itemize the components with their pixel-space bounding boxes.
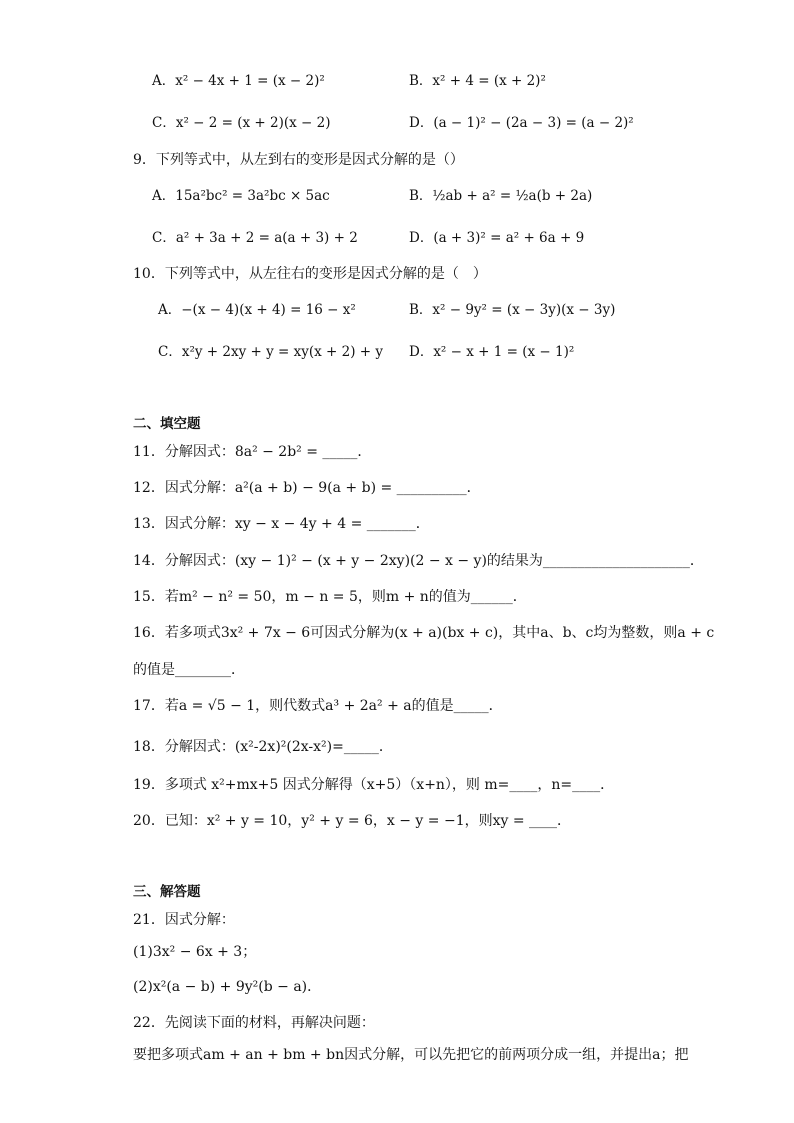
- q10-stem: 10．下列等式中，从左往右的变形是因式分解的是（ ）: [133, 266, 487, 282]
- q10-option-a: A．−(x − 4)(x + 4) = 16 − x²: [158, 302, 356, 318]
- q13: 13．因式分解：xy − x − 4y + 4 = _______．: [133, 516, 430, 532]
- q18: 18．分解因式：(x²-2x)²(2x-x²)=_____．: [133, 739, 393, 755]
- q8-option-a: A．x² − 4x + 1 = (x − 2)²: [152, 73, 325, 89]
- q9-option-c: C．a² + 3a + 2 = a(a + 3) + 2: [152, 230, 358, 246]
- q8-option-b: B．x² + 4 = (x + 2)²: [409, 73, 546, 89]
- q22-text: 要把多项式am + an + bm + bn因式分解，可以先把它的前两项分成一组，并提出a；把: [133, 1047, 689, 1063]
- q8-option-c: C．x² − 2 = (x + 2)(x − 2): [152, 115, 331, 131]
- q20: 20．已知：x² + y = 10，y² + y = 6，x − y = −1，则xy = ____．: [133, 813, 572, 829]
- q21-part2: (2)x²(a − b) + 9y²(b − a)．: [133, 979, 322, 995]
- q15: 15．若m² − n² = 50，m − n = 5，则m + n的值为______．: [133, 589, 527, 605]
- q14: 14．分解因式：(xy − 1)² − (x + y − 2xy)(2 − x − y)的结果为_____________________．: [133, 553, 704, 569]
- q21-part1: (1)3x² − 6x + 3；: [133, 944, 257, 960]
- q10-option-b: B．x² − 9y² = (x − 3y)(x − 3y): [409, 302, 616, 318]
- q10-option-c: C．x²y + 2xy + y = xy(x + 2) + y: [158, 344, 384, 360]
- q19: 19．多项式 x²+mx+5 因式分解得（x+5）（x+n），则 m=____，n=____．: [133, 777, 615, 793]
- q16-line1: 16．若多项式3x² + 7x − 6可因式分解为(x + a)(bx + c)，其中a、b、c均为整数，则a + c: [133, 625, 715, 641]
- q8-option-d: D．(a − 1)² − (2a − 3) = (a − 2)²: [409, 115, 634, 131]
- q11: 11．分解因式：8a² − 2b² = _____．: [133, 444, 372, 460]
- q12: 12．因式分解：a²(a + b) − 9(a + b) = __________．: [133, 480, 481, 496]
- section-heading-fill-in: 二、填空题: [133, 416, 201, 432]
- q17: 17．若a = √5 − 1，则代数式a³ + 2a² + a的值是_____．: [133, 698, 503, 714]
- q10-option-d: D．x² − x + 1 = (x − 1)²: [409, 344, 575, 360]
- q9-option-a: A．15a²bc² = 3a²bc × 5ac: [152, 188, 330, 204]
- q9-option-d: D．(a + 3)² = a² + 6a + 9: [409, 230, 585, 246]
- section-heading-answers: 三、解答题: [133, 884, 201, 900]
- q21-stem: 21．因式分解：: [133, 912, 235, 928]
- q16-line2: 的值是________．: [133, 662, 245, 678]
- q9-stem: 9．下列等式中，从左到右的变形是因式分解的是（）: [133, 152, 464, 168]
- q9-option-b: B．½ab + a² = ½a(b + 2a): [409, 188, 593, 204]
- q22-stem: 22．先阅读下面的材料，再解决问题：: [133, 1015, 375, 1031]
